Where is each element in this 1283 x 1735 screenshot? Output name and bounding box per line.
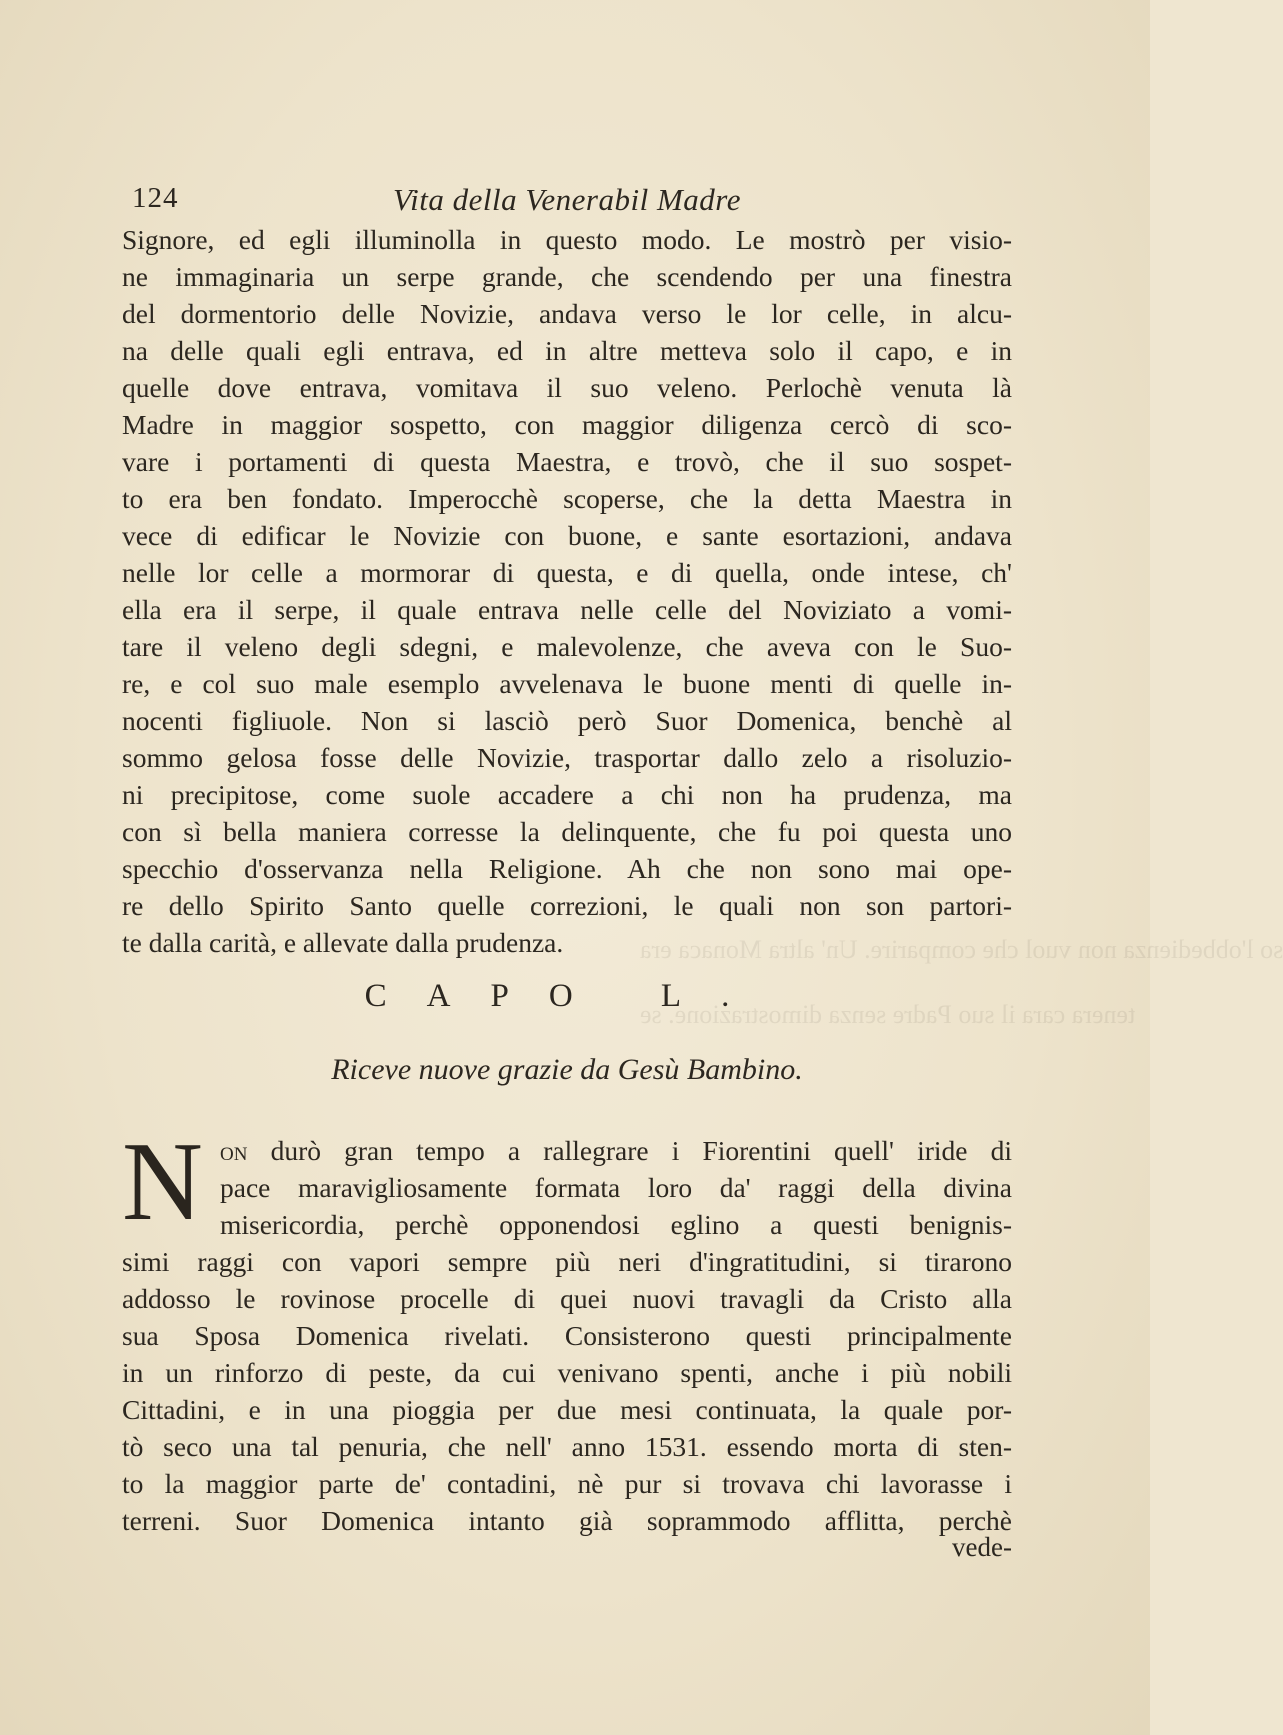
text-line: Madre in maggior sospetto, con maggior diligenza cercò di sco- xyxy=(122,409,1012,440)
text-line: ella era il serpe, il quale entrava nelle celle del Noviziato a vomi- xyxy=(122,594,1012,625)
running-title: Vita della Venerabil Madre xyxy=(393,182,741,217)
catchword: vede- xyxy=(952,1532,1012,1562)
text-line: con sì bella maniera corresse la delinquente, che fu poi questa uno xyxy=(122,816,1012,847)
chapter-heading: CAPO L. xyxy=(364,978,770,1014)
text-line: Signore, ed egli illuminolla in questo modo. Le mostrò per visio- xyxy=(122,224,1012,255)
chapter-subtitle: Riceve nuove grazie da Gesù Bambino. xyxy=(331,1053,803,1086)
text-line: sua Sposa Domenica rivelati. Consisterono questi principalmente xyxy=(122,1320,1012,1351)
text-line: quelle dove entrava, vomitava il suo veleno. Perlochè venuta là xyxy=(122,372,1012,403)
text-line: misericordia, perchè opponendosi eglino a questi benignis- xyxy=(220,1209,1012,1240)
text-line xyxy=(220,1132,1012,1169)
text-line: terreni. Suor Domenica intanto già soprammodo afflitta, perchè xyxy=(122,1505,1012,1536)
first-word-rest: on xyxy=(220,1135,248,1166)
text-line: vare i portamenti di questa Maestra, e trovò, che il suo sospet- xyxy=(122,446,1012,477)
text-line: nelle lor celle a mormorar di questa, e di quella, onde intese, ch' xyxy=(122,557,1012,588)
text-line: ni precipitose, come suole accadere a chi non ha prudenza, ma xyxy=(122,779,1012,810)
running-head xyxy=(122,182,1012,222)
text-line: re, e col suo male esemplo avvelenava le buone menti di quelle in- xyxy=(122,668,1012,699)
text-line: simi raggi con vapori sempre più neri d'ingratitudini, si tirarono xyxy=(122,1246,1012,1277)
text-line: ne immaginaria un serpe grande, che scendendo per una finestra xyxy=(122,261,1012,292)
text-line: in un rinforzo di peste, da cui venivano spenti, anche i più nobili xyxy=(122,1357,1012,1388)
paragraph-1 xyxy=(122,221,1012,961)
bleed-through: so l'obbedienza non vuol che comparire. Un' altra Monaca era xyxy=(640,935,1283,964)
text-line: tò seco una tal penuria, che nell' anno 1531. essendo morta di sten- xyxy=(122,1431,1012,1462)
text-line: na delle quali egli entrava, ed in altre metteva solo il capo, e in xyxy=(122,335,1012,366)
drop-initial: N xyxy=(122,1120,203,1244)
text-line: tare il veleno degli sdegni, e malevolenze, che aveva con le Suo- xyxy=(122,631,1012,662)
text-line: sommo gelosa fosse delle Novizie, trasportar dallo zelo a risoluzio- xyxy=(122,742,1012,773)
text-line: del dormentorio delle Novizie, andava verso le lor celle, in alcu- xyxy=(122,298,1012,329)
text-line: vece di edificar le Novizie con buone, e sante esortazioni, andava xyxy=(122,520,1012,551)
text-line: Cittadini, e in una pioggia per due mesi continuata, la quale por- xyxy=(122,1394,1012,1425)
text-line: nocenti figliuole. Non si lasciò però Suor Domenica, benchè al xyxy=(122,705,1012,736)
text-line: te dalla carità, e allevate dalla prudenza. xyxy=(122,927,564,958)
text-line: addosso le rovinose procelle di quei nuovi travagli da Cristo alla xyxy=(122,1283,1012,1314)
text-line: to era ben fondato. Imperocchè scoperse, che la detta Maestra in xyxy=(122,483,1012,514)
line-text: durò gran tempo a rallegrare i Fiorentini quell' iride di xyxy=(247,1135,1012,1166)
text-line: specchio d'osservanza nella Religione. Ah che non sono mai ope- xyxy=(122,853,1012,884)
paragraph-2 xyxy=(122,1120,1012,1539)
text-line: to la maggior parte de' contadini, nè pur si trovava chi lavorasse i xyxy=(122,1468,1012,1499)
bleed-through: tenera cara il suo Padre senza dimostrazione. se xyxy=(640,1000,1136,1029)
text-line: re dello Spirito Santo quelle correzioni, le quali non son partori- xyxy=(122,890,1012,921)
page-number: 124 xyxy=(132,182,179,214)
text-line: pace maravigliosamente formata loro da' raggi della divina xyxy=(220,1172,1012,1203)
